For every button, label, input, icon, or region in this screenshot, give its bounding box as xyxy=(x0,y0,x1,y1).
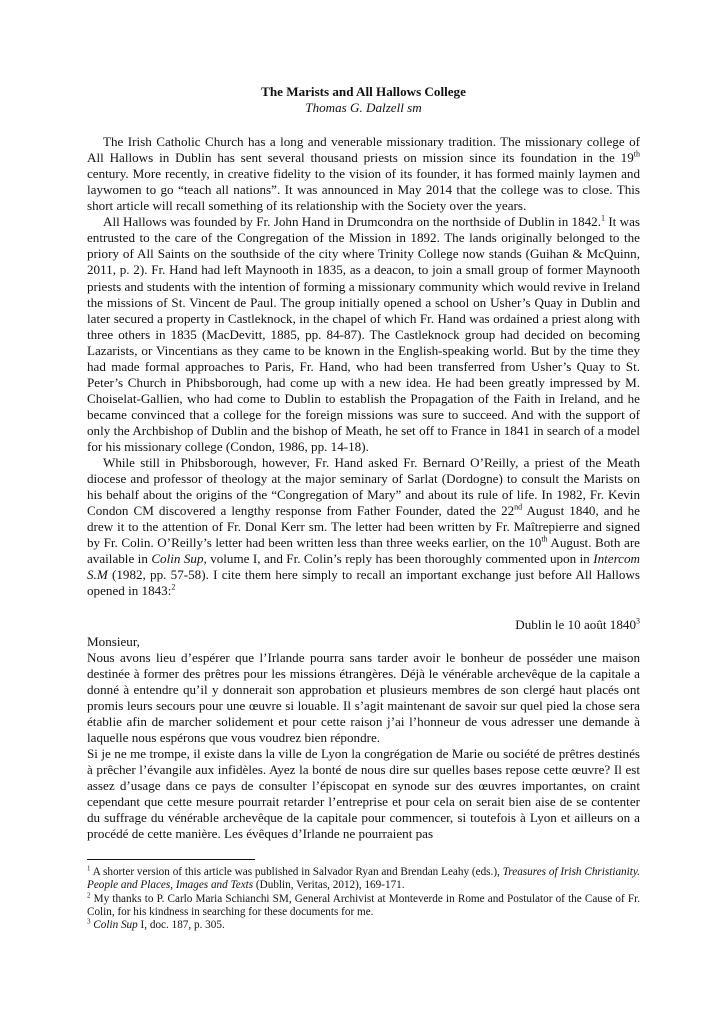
article-author: Thomas G. Dalzell sm xyxy=(305,100,422,116)
footnote-ref-2[interactable]: 2 xyxy=(171,583,176,593)
paragraph-foundation: All Hallows was founded by Fr. John Hand in Drumcondra on the northside of Dublin in 1842.$^1$ It was entrusted to the care of the Congregation of the Mission in 1892. The lands originally belonged to the priory of All Saints on the southside of the city where Trinity College now stands (Guihan & McQuinn, 2011, p. 2). Fr. Hand had left Maynooth in 1835, as a deacon, to join a small group of former Maynooth priests and students with the intention of forming a missionary community which would revive in Ireland the missions of St. Vincent de Paul. The group initially opened a school on Usher’s Quay in Dublin and later secured a property in Castleknock, in the chapel of which Fr. Hand was ordained a priest along with three others in 1835 (MacDevitt, 1885, pp. 84-87). The Castleknock group had decided on becoming Lazarists, or Vincentians as they came to be known in the English-speaking world. But by the time they had made formal approaches to Paris, Fr. Hand, who had been transferred from Usher’s Quay to St. Peter’s Church in Phibsborough, had come up with a new idea. He had been greatly impressed by M. Choiselat-Gallien, who had come to Dublin to establish the Propagation of the Faith in Ireland, and he became convinced that a college for the foreign missions was sure to succeed. And with the support of only the Archbishop of Dublin and the bishop of Meath, he set off to France in 1841 in search of a model for his missionary college (Condon, 1986, pp. 14-18). xyxy=(87,213,640,454)
citation-colin-sup: Colin Sup xyxy=(151,551,204,567)
footnote-1: $^1$ A shorter version of this article was published in Salvador Ryan and Brendan Leahy (eds.), Treasures of Irish Christianity. People and Places, Images and Texts (Dublin, Veritas, 2012), 169-171. xyxy=(87,864,640,892)
footnote-3: $^3$ Colin Sup I, doc. 187, p. 305. xyxy=(87,917,225,931)
paragraph-correspondence: While still in Phibsborough, however, Fr. Hand asked Fr. Bernard O’Reilly, a priest of the Meath diocese and professor of theology at the major seminary of Sarlat (Dordogne) to consult the Marists on his behalf about the origins of the “Congregation of Mary” and about its rule of life. In 1982, Fr. Kevin Condon CM discovered a lengthy response from Father Founder, dated the 22nd August 1840, and he drew it to the attention of Fr. Donal Kerr sm. The letter had been written by Fr. Maîtrepierre and signed by Fr. Colin. O’Reilly’s letter had been written less than three weeks earlier, on the 10th August. Both are available in Colin Sup, volume I, and Fr. Colin’s reply has been thoroughly commented upon in Intercom S.M (1982, pp. 57-58). I cite them here simply to recall an important exchange just before All Hallows opened in 1843:$^2$ xyxy=(87,455,640,599)
letter-salutation: Monsieur, xyxy=(87,633,140,649)
footnote-divider xyxy=(87,859,255,860)
letter-paragraph-2: Si je ne me trompe, il existe dans la ville de Lyon la congrégation de Marie ou société de prêtres destinés à prêcher l’évangile aux infidèles. Ayez la bonté de nous dire sur quelles bases repose cette œuvre? Il est assez d’usage dans ce pays de consulter l’épiscopat en synode sur des œuvres importantes, on craint cependant que cette mesure pourrait retarder l’entreprise et pour cela on serait bien aise de se contenter du suffrage du vénérable archevêque de la capitale pour commencer, si toutefois à Lyon et ailleurs on a procédé de cette manière. Les évêques d’Irlande ne pourraient pas xyxy=(87,745,640,842)
citation-intercom: Intercom S.M xyxy=(87,551,640,583)
footnote-ref-1[interactable]: 1 xyxy=(601,213,606,223)
letter-dateline: Dublin le 10 août 1840$^3$ xyxy=(515,617,640,633)
article-title: The Marists and All Hallows College xyxy=(261,84,466,99)
letter-paragraph-1: Nous avons lieu d’espérer que l’Irlande pourra sans tarder avoir le bonheur de posséder une maison destinée à former des prêtres pour les missions étrangères. Déjà le vénérable archevêque de la capitale a donné à entendre qu’il y donnerait son approbation et plusieurs membres de son clergé haut placés ont promis leurs secours pour une œuvre si louable. Il s’agit maintenant de savoir sur quel pied la chose sera établie afin de marcher solidement et pour cette raison j’ai l’honneur de vous adresser une demande à laquelle nous espérons que vous voudrez bien répondre. xyxy=(87,649,640,745)
document-page xyxy=(87,84,640,932)
paragraph-intro: The Irish Catholic Church has a long and venerable missionary tradition. The missionary college of All Hallows in Dublin has sent several thousand priests on mission since its foundation in the 19th century. More recently, in creative fidelity to the vision of its founder, it has formed mainly laymen and laywomen to go “teach all nations”. It was announced in May 2014 that the college was to close. This short article will recall something of its relationship with the Society over the years. xyxy=(87,134,640,214)
footnote-2: $^2$ My thanks to P. Carlo Maria Schianchi SM, General Archivist at Monteverde in Rome and Postulator of the Cause of Fr. Colin, for his kindness in searching for these documents for me. xyxy=(87,890,640,918)
footnote-ref-3[interactable]: 3 xyxy=(636,617,640,627)
ordinal-suffix: th xyxy=(633,149,640,159)
